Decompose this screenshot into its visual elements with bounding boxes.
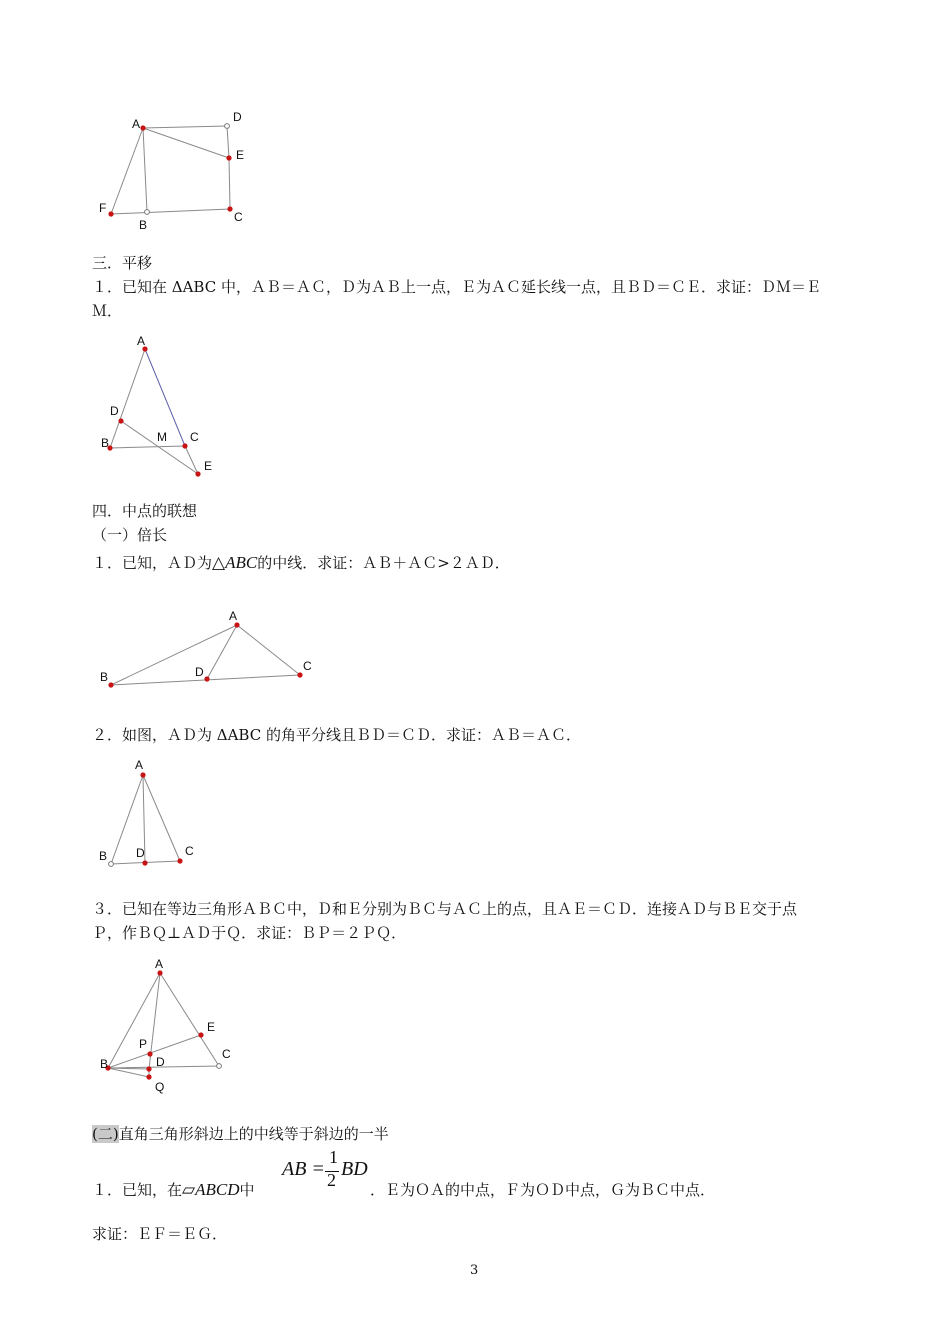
point-label: B: [100, 1057, 109, 1071]
point-label: D: [195, 665, 204, 679]
point-label: M: [157, 430, 167, 444]
document-page: A D E F B C 三．平移 １．已知在 ΔABC 中，ＡＢ＝ＡＣ，Ｄ为ＡＢ上一点，Ｅ为ＡＣ延长线一点，且ＢＤ＝ＣＥ．求证：ＤＭ＝Ｅ Ｍ． A D B M C E 四．中点的联想 （一）倍长 １．已知，ＡＤ为△ABC的中线．求证：ＡＢ＋ＡＣ>２ＡＤ． A B D C ２．如图，ＡＤ为 ΔABC 的角平分线且ＢＤ＝ＣＤ．求证：ＡＢ＝ＡＣ． A B D C ３．已知在等边三角形ＡＢＣ中，Ｄ和Ｅ分别为ＢＣ与ＡＣ上的点，且ＡＥ＝ＣＤ．连接ＡＤ与ＢＥ交于点 Ｐ，作ＢＱ⊥ＡＤ于Ｑ．求证：ＢＰ＝２ＰＱ． A E P D C B Q (二)直角三角形斜边上的中线等于斜边的一半 １．已知，在▱ABCD中 AB = 1 2 BD ．Ｅ为ＯＡ的中点，Ｆ为ＯＤ中点，Ｇ为ＢＣ中点． 求证：ＥＦ＝ＥＧ． 3: [0, 0, 950, 1344]
point-label: A: [229, 609, 238, 623]
section-heading: 四．中点的联想: [92, 502, 198, 520]
point-label: B: [139, 218, 148, 232]
point-label: D: [156, 1055, 165, 1069]
point-label: F: [99, 201, 107, 215]
point-label: C: [222, 1047, 231, 1061]
page-number: 3: [470, 1263, 479, 1278]
problem-text: 求证：ＥＦ＝ＥＧ．: [92, 1225, 228, 1243]
point-label: E: [204, 459, 213, 473]
point-label: D: [110, 404, 119, 418]
point-label: C: [303, 659, 312, 673]
point-label: E: [207, 1020, 216, 1034]
point-label: E: [236, 148, 245, 162]
problem-text: Ｍ．: [92, 302, 123, 320]
section-heading: 三．平移: [92, 254, 153, 272]
point-label: P: [139, 1037, 148, 1051]
point-label: A: [135, 758, 144, 772]
point-label: A: [132, 117, 141, 131]
point-label: A: [137, 334, 146, 348]
point-label: C: [190, 430, 199, 444]
point-label: A: [155, 957, 164, 971]
point-label: D: [233, 110, 242, 124]
subsection-heading: （一）倍长: [92, 526, 168, 544]
point-label: B: [101, 436, 110, 450]
point-label: Q: [155, 1080, 165, 1094]
point-label: C: [185, 844, 194, 858]
problem-text: １．已知，ＡＤ为△ABC的中线．求证：ＡＢ＋ＡＣ>２ＡＤ．: [92, 553, 510, 572]
point-label: C: [234, 210, 243, 224]
point-label: D: [136, 846, 145, 860]
problem-text: １．已知在 ΔABC 中，ＡＢ＝ＡＣ，Ｄ为ＡＢ上一点，Ｅ为ＡＣ延长线一点，且ＢＤ＝ＣＥ．求证：ＤＭ＝Ｅ: [92, 278, 821, 296]
problem-text: ３．已知在等边三角形ＡＢＣ中，Ｄ和Ｅ分别为ＢＣ与ＡＣ上的点，且ＡＥ＝ＣＤ．连接ＡＤ与ＢＥ交于点: [92, 900, 798, 918]
problem-text: １．已知，在▱ABCD中: [92, 1180, 255, 1199]
problem-text: ２．如图，ＡＤ为 ΔABC 的角平分线且ＢＤ＝ＣＤ．求证：ＡＢ＝ＡＣ．: [92, 726, 581, 744]
point-label: B: [100, 670, 109, 684]
problem-text: ．Ｅ为ＯＡ的中点，Ｆ为ＯＤ中点，Ｇ为ＢＣ中点．: [370, 1181, 716, 1199]
problem-text: Ｐ，作ＢＱ⊥ＡＤ于Ｑ．求证：ＢＰ＝２ＰＱ．: [92, 924, 407, 942]
highlighted-label: (二): [92, 1125, 119, 1143]
point-label: B: [99, 849, 108, 863]
section-heading: (二)直角三角形斜边上的中线等于斜边的一半: [92, 1125, 389, 1143]
